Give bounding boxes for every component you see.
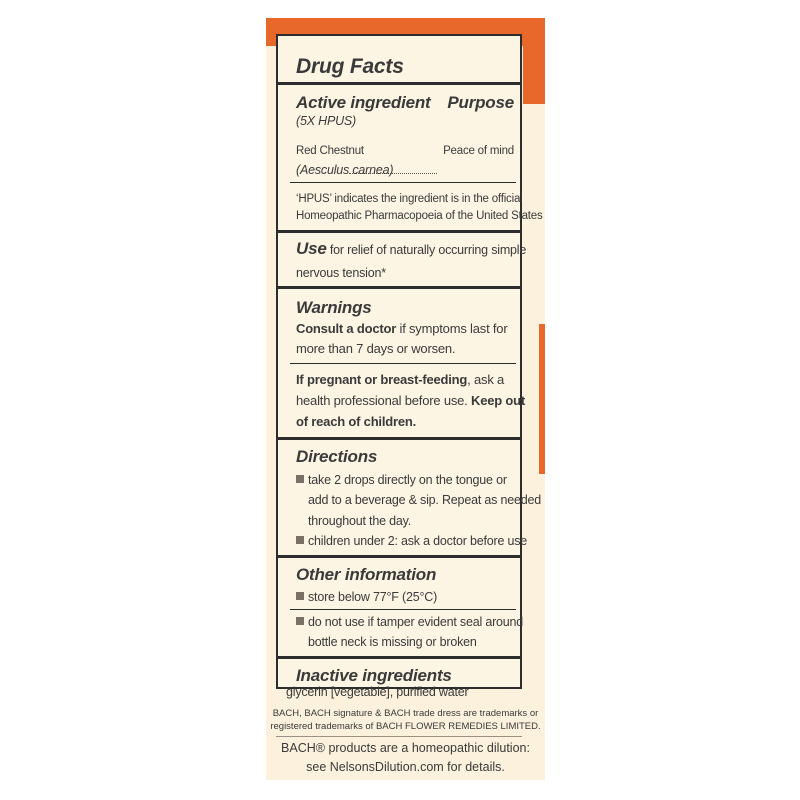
directions-item1-line3: throughout the day. xyxy=(308,514,411,528)
directions-header: Directions xyxy=(296,447,378,466)
active-ingredient-header: Active ingredient xyxy=(296,93,431,112)
bullet-icon xyxy=(296,592,304,600)
consult-line2: more than 7 days or worsen. xyxy=(296,341,456,356)
divider-thick xyxy=(278,656,520,659)
trademark-line2: registered trademarks of BACH FLOWER REMEDIES LIMITED. xyxy=(270,721,541,732)
health-professional-text: health professional before use. xyxy=(296,393,468,408)
use-text-line1: for relief of naturally occurring simple xyxy=(329,243,527,257)
product-box-panel xyxy=(266,18,545,780)
directions-item2-text: children under 2: ask a doctor before use xyxy=(308,534,528,548)
divider-thin xyxy=(290,182,516,183)
pregnant-line2 xyxy=(296,393,525,409)
divider-thick xyxy=(278,230,520,233)
drug-facts-title: Drug Facts xyxy=(296,55,404,78)
divider-thin xyxy=(290,609,516,610)
other-info-item2 xyxy=(296,614,523,630)
hpus-note-line1: ‘HPUS’ indicates the ingredient is in the official xyxy=(296,193,523,205)
divider-thin xyxy=(290,363,516,364)
consult-doctor-bold: Consult a doctor xyxy=(296,321,397,336)
footer-divider xyxy=(276,736,522,737)
directions-item2 xyxy=(296,533,527,549)
use-section xyxy=(296,241,526,258)
directions-item1-line2: add to a beverage & sip. Repeat as needed xyxy=(308,493,541,507)
directions-item1 xyxy=(296,472,507,488)
dilution-line1: BACH® products are a homeopathic dilution: xyxy=(281,741,530,755)
trademark-line1: BACH, BACH signature & BACH trade dress are trademarks or xyxy=(272,708,539,719)
use-text-line2: nervous tension* xyxy=(296,266,386,280)
divider-thick xyxy=(278,437,520,440)
use-header: Use xyxy=(296,239,327,258)
ingredient-potency: (5X HPUS) xyxy=(296,114,357,128)
ingredient-name: Red Chestnut xyxy=(296,145,364,157)
orange-side-band xyxy=(523,18,545,104)
drug-facts-panel xyxy=(276,34,543,689)
warnings-header: Warnings xyxy=(296,298,372,317)
consult-doctor-text: if symptoms last for xyxy=(399,321,508,336)
bullet-icon xyxy=(296,536,304,544)
orange-side-stripe xyxy=(539,324,545,474)
hpus-note-line2: Homeopathic Pharmacopoeia of the United States xyxy=(296,210,543,222)
dilution-line2: see NelsonsDilution.com for details. xyxy=(306,760,505,774)
ingredient-purpose: Peace of mind xyxy=(443,145,514,157)
pregnant-bold: If pregnant or breast-feeding xyxy=(296,372,468,387)
other-info-item2-line1: do not use if tamper evident seal around xyxy=(308,615,524,629)
divider-thick xyxy=(278,286,520,289)
divider-thick xyxy=(278,555,520,558)
pregnant-text: , ask a xyxy=(467,372,505,387)
divider-thick xyxy=(278,82,520,85)
keep-out-bold: Keep out xyxy=(471,393,526,408)
other-info-item1-text: store below 77°F (25°C) xyxy=(308,590,438,604)
other-info-item1 xyxy=(296,589,437,605)
inactive-ingredients-header: Inactive ingredients xyxy=(296,666,452,685)
other-info-item2-line2: bottle neck is missing or broken xyxy=(308,635,477,649)
reach-of-children: of reach of children. xyxy=(296,414,417,429)
bullet-icon xyxy=(296,475,304,483)
other-information-header: Other information xyxy=(296,565,437,584)
bullet-icon xyxy=(296,617,304,625)
purpose-header: Purpose xyxy=(447,93,514,112)
inactive-ingredients-text: glycerin [vegetable], purified water xyxy=(286,685,469,699)
ingredient-latin-name: (Aesculus carnea) xyxy=(296,163,394,177)
directions-item1-line1: take 2 drops directly on the tongue or xyxy=(308,473,507,487)
consult-line1 xyxy=(296,321,507,337)
pregnant-line1 xyxy=(296,372,504,388)
